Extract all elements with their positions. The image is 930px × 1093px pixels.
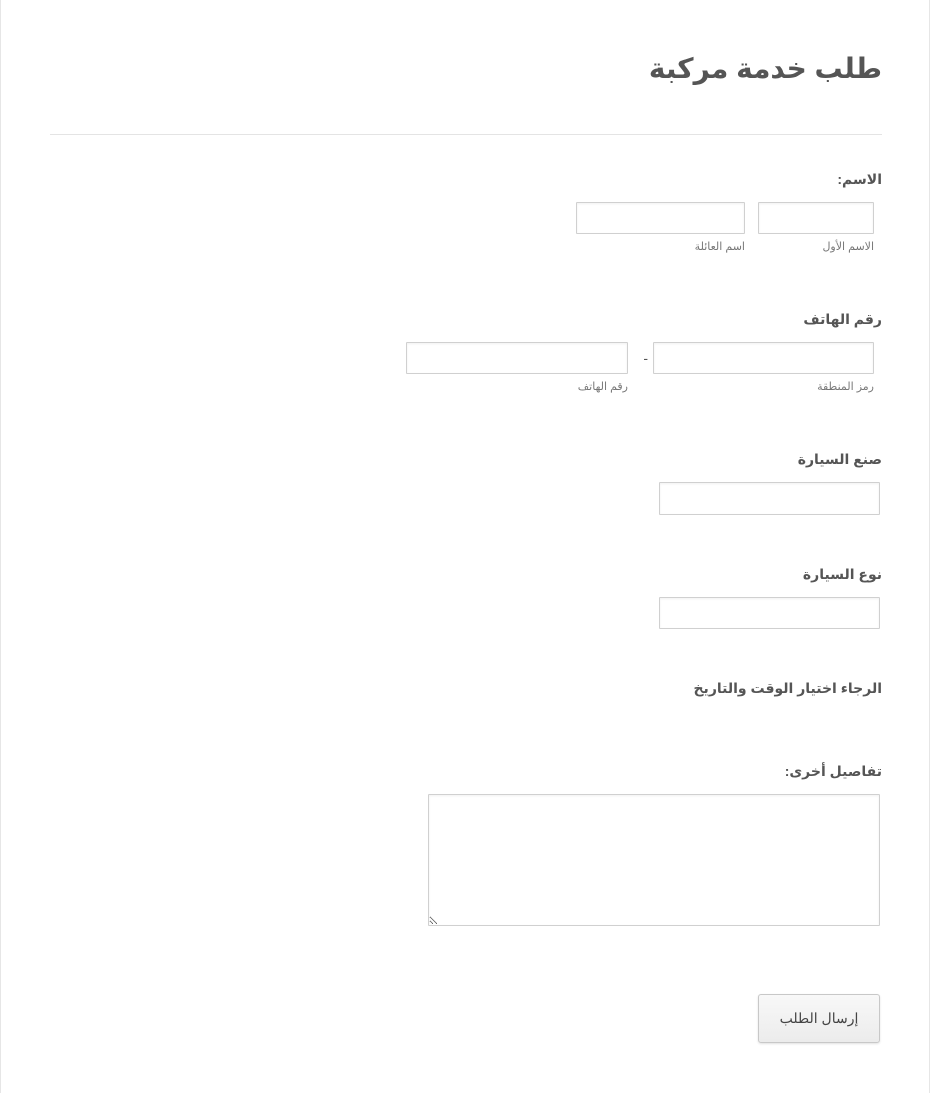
first-name-sublabel: الاسم الأول [822,241,874,253]
form-title: طلب خدمة مركبة [648,53,882,84]
datetime-label: الرجاء اختيار الوقت والتاريخ [693,680,882,696]
last-name-input[interactable] [576,202,745,234]
area-code-input[interactable] [653,342,874,374]
car-model-input[interactable] [659,597,880,629]
car-model-label: نوع السيارة [802,566,882,582]
details-label: تفاصيل أخرى: [784,763,882,779]
phone-label: رقم الهاتف [803,311,882,327]
title-divider [50,134,882,135]
last-name-sublabel: اسم العائلة [694,241,745,253]
car-make-label: صنع السيارة [797,451,882,467]
name-label: الاسم: [837,171,882,187]
phone-number-sublabel: رقم الهاتف [577,381,628,393]
phone-separator: - [643,350,648,366]
area-code-sublabel: رمز المنطقة [817,381,874,393]
first-name-input[interactable] [758,202,874,234]
car-make-input[interactable] [659,482,880,515]
phone-number-input[interactable] [406,342,628,374]
submit-button[interactable]: إرسال الطلب [758,994,880,1043]
details-textarea[interactable] [428,794,880,926]
